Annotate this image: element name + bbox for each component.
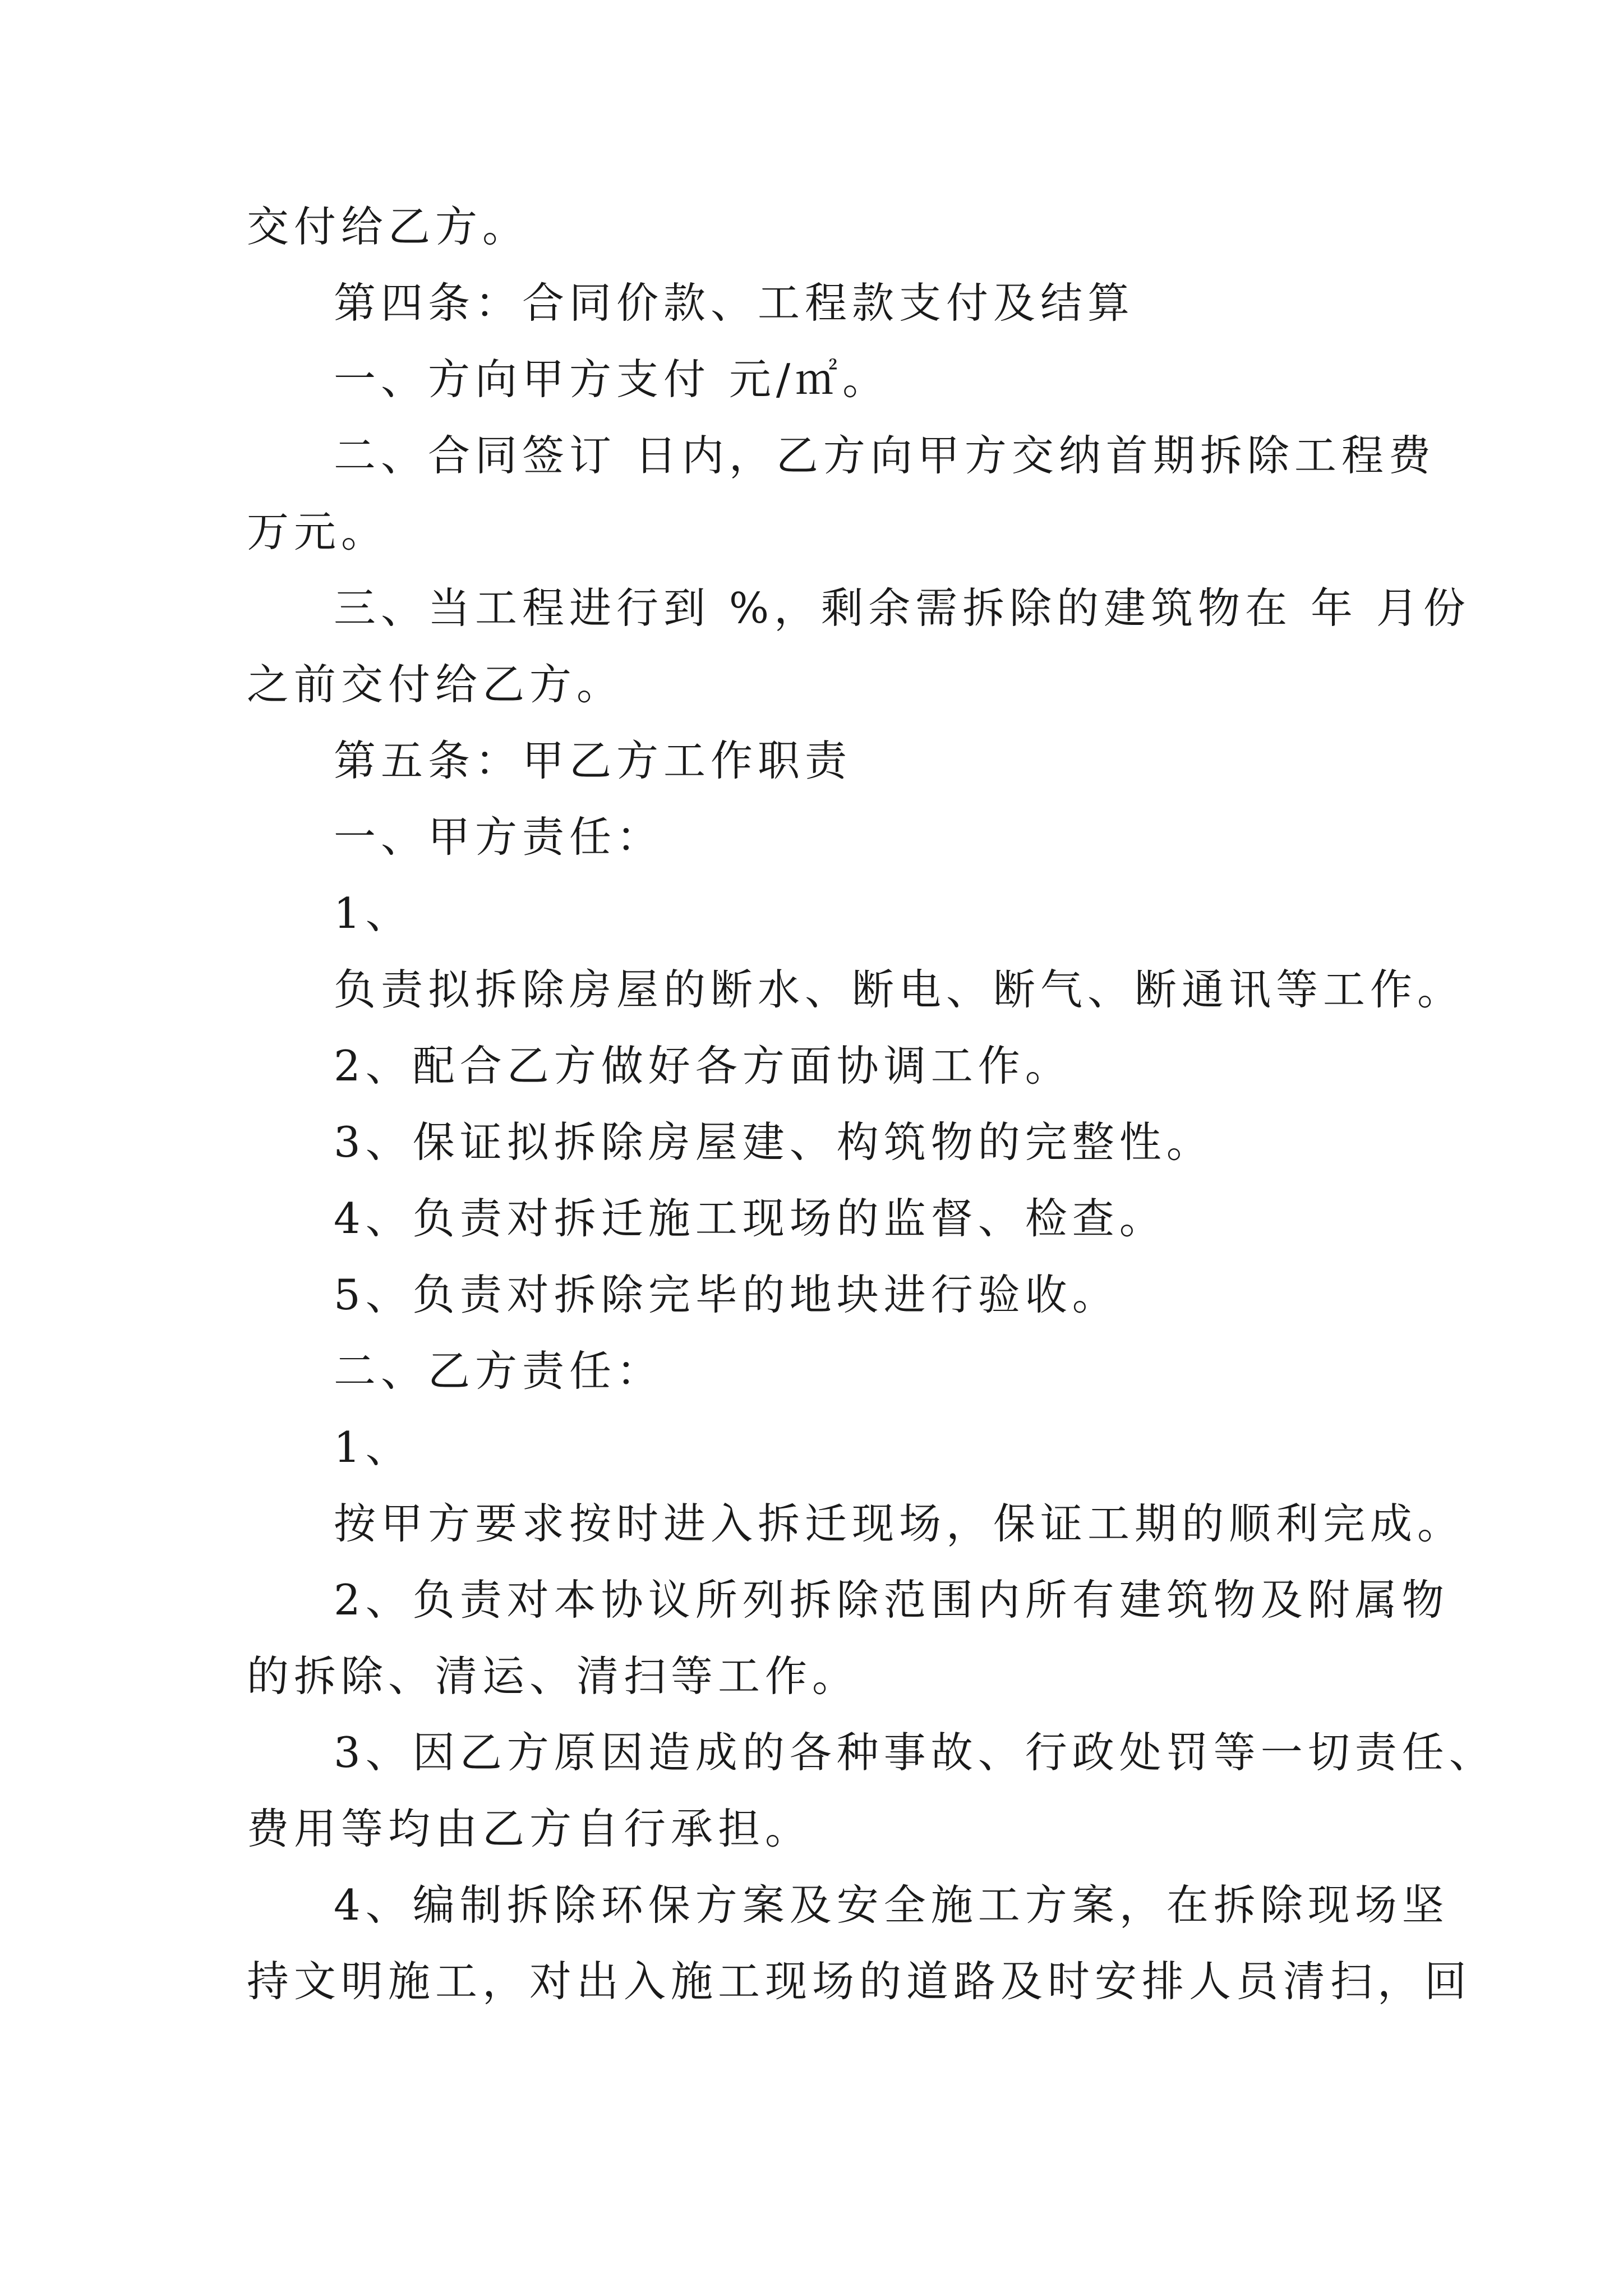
list-item: 2、配合乙方做好各方面协调工作。 [334, 1041, 1072, 1091]
article-heading: 第五条：甲乙方工作职责 [334, 736, 852, 785]
list-item: 3、因乙方原因造成的各种事故、行政处罚等一切责任、 [334, 1728, 1496, 1777]
text-line: 负责拟拆除房屋的断水、断电、断气、断通讯等工作。 [334, 965, 1465, 1014]
text-line: 之前交付给乙方。 [247, 660, 624, 709]
list-number: 1、 [334, 889, 413, 938]
text-line: 二、合同签订 日内，乙方向甲方交纳首期拆除工程费 [334, 431, 1436, 480]
text-line: 按甲方要求按时进入拆迁现场，保证工期的顺利完成。 [334, 1499, 1465, 1548]
text-line: 的拆除、清运、清扫等工作。 [247, 1651, 860, 1701]
document-body [247, 202, 1496, 2035]
list-item: 3、保证拟拆除房屋建、构筑物的完整性。 [334, 1117, 1214, 1167]
list-item: 4、负责对拆迁施工现场的监督、检查。 [334, 1194, 1166, 1243]
text-line: 费用等均由乙方自行承担。 [247, 1804, 813, 1853]
text-line: 一、方向甲方支付 元/㎡。 [334, 355, 890, 404]
text-line: 三、当工程进行到 %，剩余需拆除的建筑物在 年 月份 [334, 583, 1470, 633]
list-number: 1、 [334, 1423, 413, 1472]
list-item: 5、负责对拆除完毕的地块进行验收。 [334, 1270, 1119, 1319]
list-item: 2、负责对本协议所列拆除范围内所有建筑物及附属物 [334, 1575, 1449, 1625]
section-heading: 二、乙方责任： [334, 1346, 664, 1396]
text-line: 万元。 [247, 507, 389, 556]
article-heading: 第四条：合同价款、工程款支付及结算 [334, 278, 1135, 328]
text-line: 交付给乙方。 [247, 202, 530, 251]
list-item: 4、编制拆除环保方案及安全施工方案，在拆除现场坚 [334, 1880, 1449, 1930]
section-heading: 一、甲方责任： [334, 812, 664, 862]
text-line: 持文明施工，对出入施工现场的道路及时安排人员清扫，回 [247, 1957, 1472, 2006]
